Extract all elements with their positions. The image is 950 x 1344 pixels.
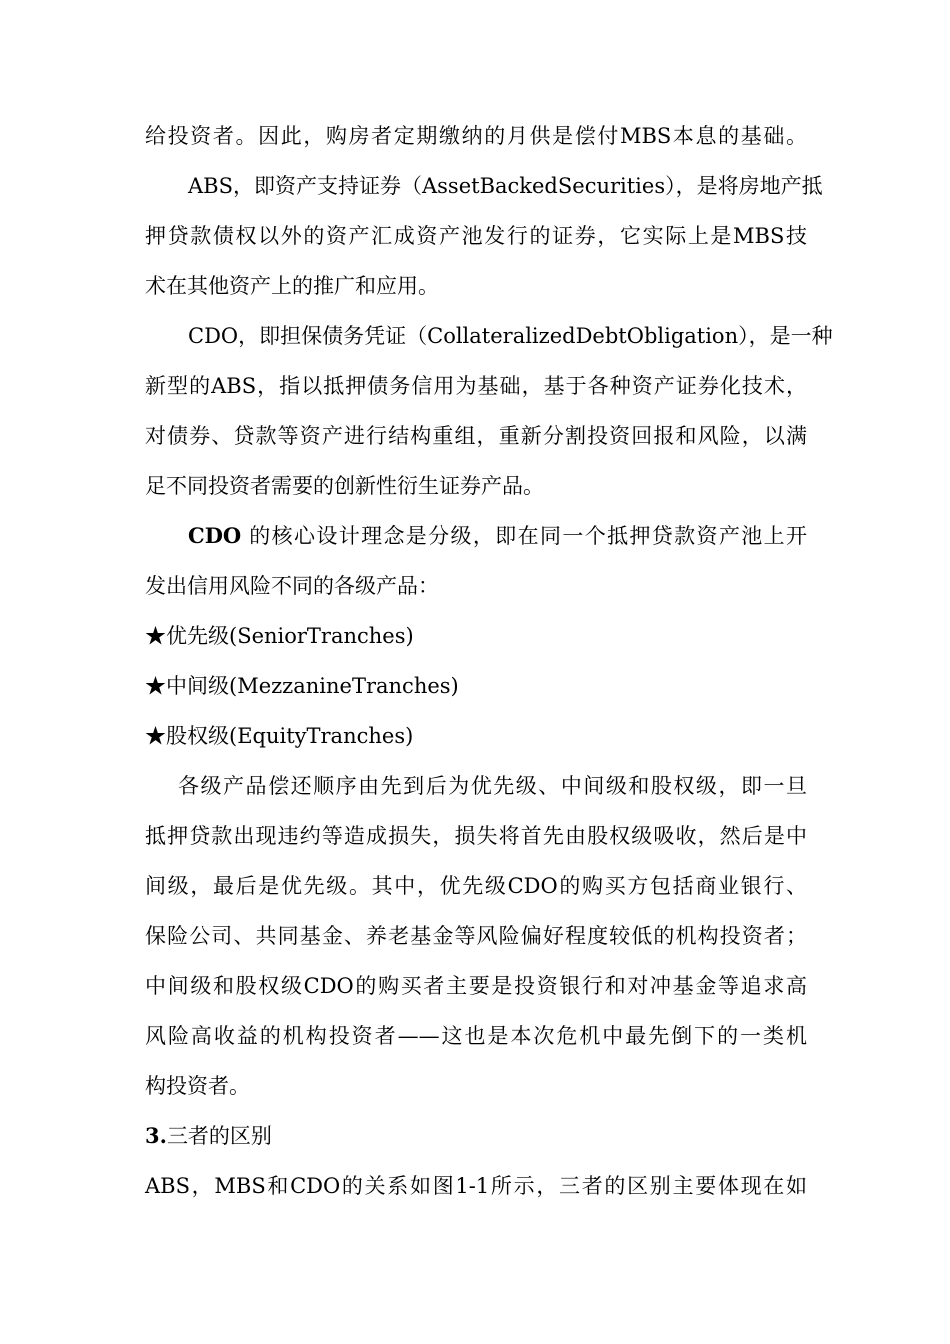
- paragraph-line: ABS，即资产支持证券（AssetBackedSecurities），是将房地产抵: [188, 174, 823, 198]
- section-heading: [145, 1122, 807, 1150]
- paragraph-line: 风险高收益的机构投资者——这也是本次危机中最先倒下的一类机: [145, 1024, 807, 1048]
- section-number: 3.: [145, 1123, 167, 1148]
- paragraph-line: 发出信用风险不同的各级产品：: [145, 574, 439, 598]
- paragraph-line: CDO，即担保债务凭证（CollateralizedDebtObligation），是一种: [188, 324, 833, 348]
- paragraph-line: 中间级和股权级CDO的购买者主要是投资银行和对冲基金等追求高: [145, 974, 807, 998]
- paragraph-line: 押贷款债权以外的资产汇成资产池发行的证券，它实际上是MBS技: [145, 224, 807, 248]
- paragraph-line: 足不同投资者需要的创新性衍生证券产品。: [145, 474, 544, 498]
- paragraph-line: 对债券、贷款等资产进行结构重组，重新分割投资回报和风险，以满: [145, 424, 807, 448]
- paragraph-text: 的核心设计理念是分级，即在同一个抵押贷款资产池上开: [241, 524, 807, 548]
- paragraph-line: ABS，MBS和CDO的关系如图1-1所示，三者的区别主要体现在如: [145, 1174, 807, 1198]
- paragraph-line: 术在其他资产上的推广和应用。: [145, 274, 439, 298]
- paragraph-line: 间级，最后是优先级。其中，优先级CDO的购买方包括商业银行、: [145, 874, 807, 898]
- paragraph-line: 构投资者。: [145, 1074, 250, 1098]
- paragraph-line: 抵押贷款出现违约等造成损失，损失将首先由股权级吸收，然后是中: [145, 824, 807, 848]
- paragraph-line: 给投资者。因此，购房者定期缴纳的月供是偿付MBS本息的基础。: [145, 124, 807, 148]
- paragraph-line: 各级产品偿还顺序由先到后为优先级、中间级和股权级，即一旦: [178, 774, 807, 798]
- tranche-item: ★优先级(SeniorTranches): [145, 624, 414, 648]
- section-title: 三者的区别: [166, 1124, 272, 1148]
- tranche-item: ★中间级(MezzanineTranches): [145, 674, 459, 698]
- paragraph-line: 保险公司、共同基金、养老基金等风险偏好程度较低的机构投资者；: [145, 924, 807, 948]
- paragraph-line: [188, 522, 807, 550]
- bold-term: CDO: [188, 523, 242, 548]
- paragraph-line: 新型的ABS，指以抵押债务信用为基础，基于各种资产证券化技术，: [145, 374, 807, 398]
- tranche-item: ★股权级(EquityTranches): [145, 724, 414, 748]
